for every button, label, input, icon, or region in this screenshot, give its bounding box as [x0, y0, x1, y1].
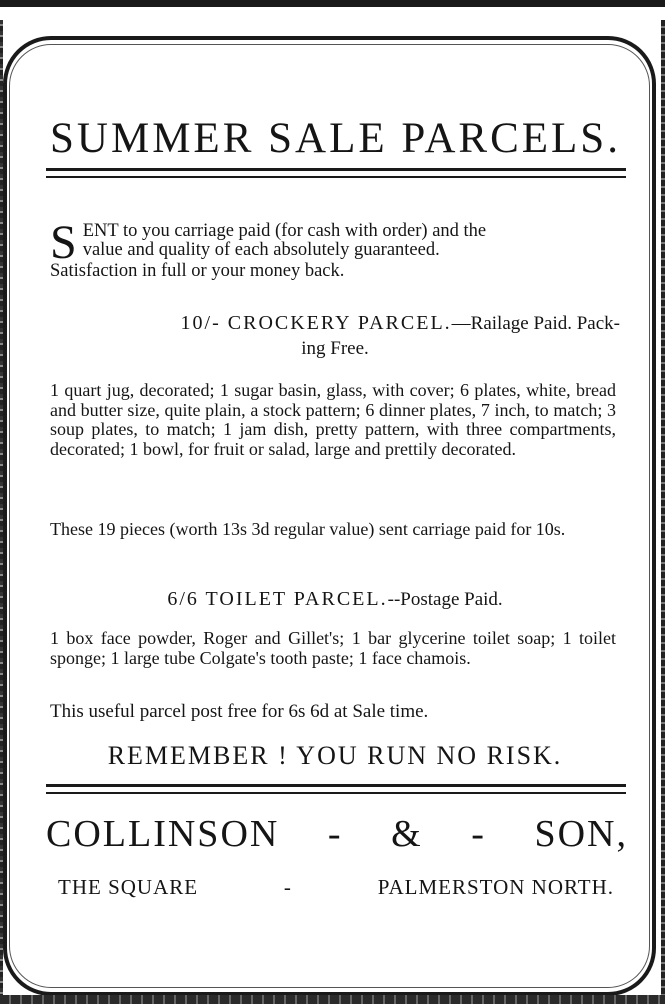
firm-address	[58, 875, 614, 900]
firm-name-part-1: COLLINSON	[46, 813, 280, 855]
drop-cap: S	[50, 216, 77, 269]
intro-line-2: value and quality of each absolutely guaranteed.	[82, 240, 440, 260]
firm-double-rule	[46, 784, 626, 794]
right-page-edge	[661, 20, 665, 1004]
top-border-rule	[0, 0, 665, 7]
toilet-offer: This useful parcel post free for 6s 6d at Sale time.	[50, 701, 429, 722]
firm-name	[46, 812, 628, 856]
address-town: PALMERSTON NORTH.	[377, 875, 614, 899]
toilet-title-caps: 6/6 TOILET PARCEL.	[167, 588, 388, 610]
crockery-contents: 1 quart jug, decorated; 1 sugar basin, glass, with cover; 6 plates, white, bread and butter size, quite plain, a stock pattern; 6 dinner plates, 7 inch, to match; 3 soup plates, to match; 1 jam dish, pretty pattern, with three compartments, decorated; 1 bowl, for fruit or salad, large and prettily decorated.	[50, 380, 616, 460]
toilet-parcel-title	[50, 588, 620, 611]
remember-slogan: REMEMBER ! YOU RUN NO RISK.	[107, 741, 563, 770]
intro-line-3: Satisfaction in full or your money back.	[50, 261, 345, 281]
ad-heading: SUMMER SALE PARCELS.	[50, 115, 621, 162]
toilet-contents: 1 box face powder, Roger and Gillet's; 1 bar glycerine toilet soap; 1 toilet sponge; 1 large tube Colgate's tooth paste; 1 face chamois.	[50, 628, 616, 668]
intro-line-1: ENT to you carriage paid (for cash with order) and the	[82, 221, 487, 241]
address-separator: -	[283, 875, 292, 899]
crockery-title-rest: —Railage Paid. Pack-	[451, 313, 620, 334]
crockery-parcel-title	[50, 312, 620, 335]
firm-name-part-2: SON,	[534, 813, 628, 855]
crockery-title-continued: ing Free.	[301, 338, 369, 359]
firm-separator-1: -	[327, 813, 343, 855]
firm-separator-2: -	[471, 813, 486, 855]
crockery-offer: These 19 pieces (worth 13s 3d regular value) sent carriage paid for 10s.	[50, 519, 566, 539]
address-street: THE SQUARE	[58, 875, 199, 899]
toilet-title-rest: --Postage Paid.	[387, 589, 503, 610]
crockery-title-caps: 10/- CROCKERY PARCEL.	[180, 312, 452, 334]
intro-paragraph	[50, 216, 620, 281]
firm-ampersand: &	[391, 813, 423, 855]
bottom-border-rule	[0, 995, 665, 1004]
heading-double-rule	[46, 168, 626, 178]
